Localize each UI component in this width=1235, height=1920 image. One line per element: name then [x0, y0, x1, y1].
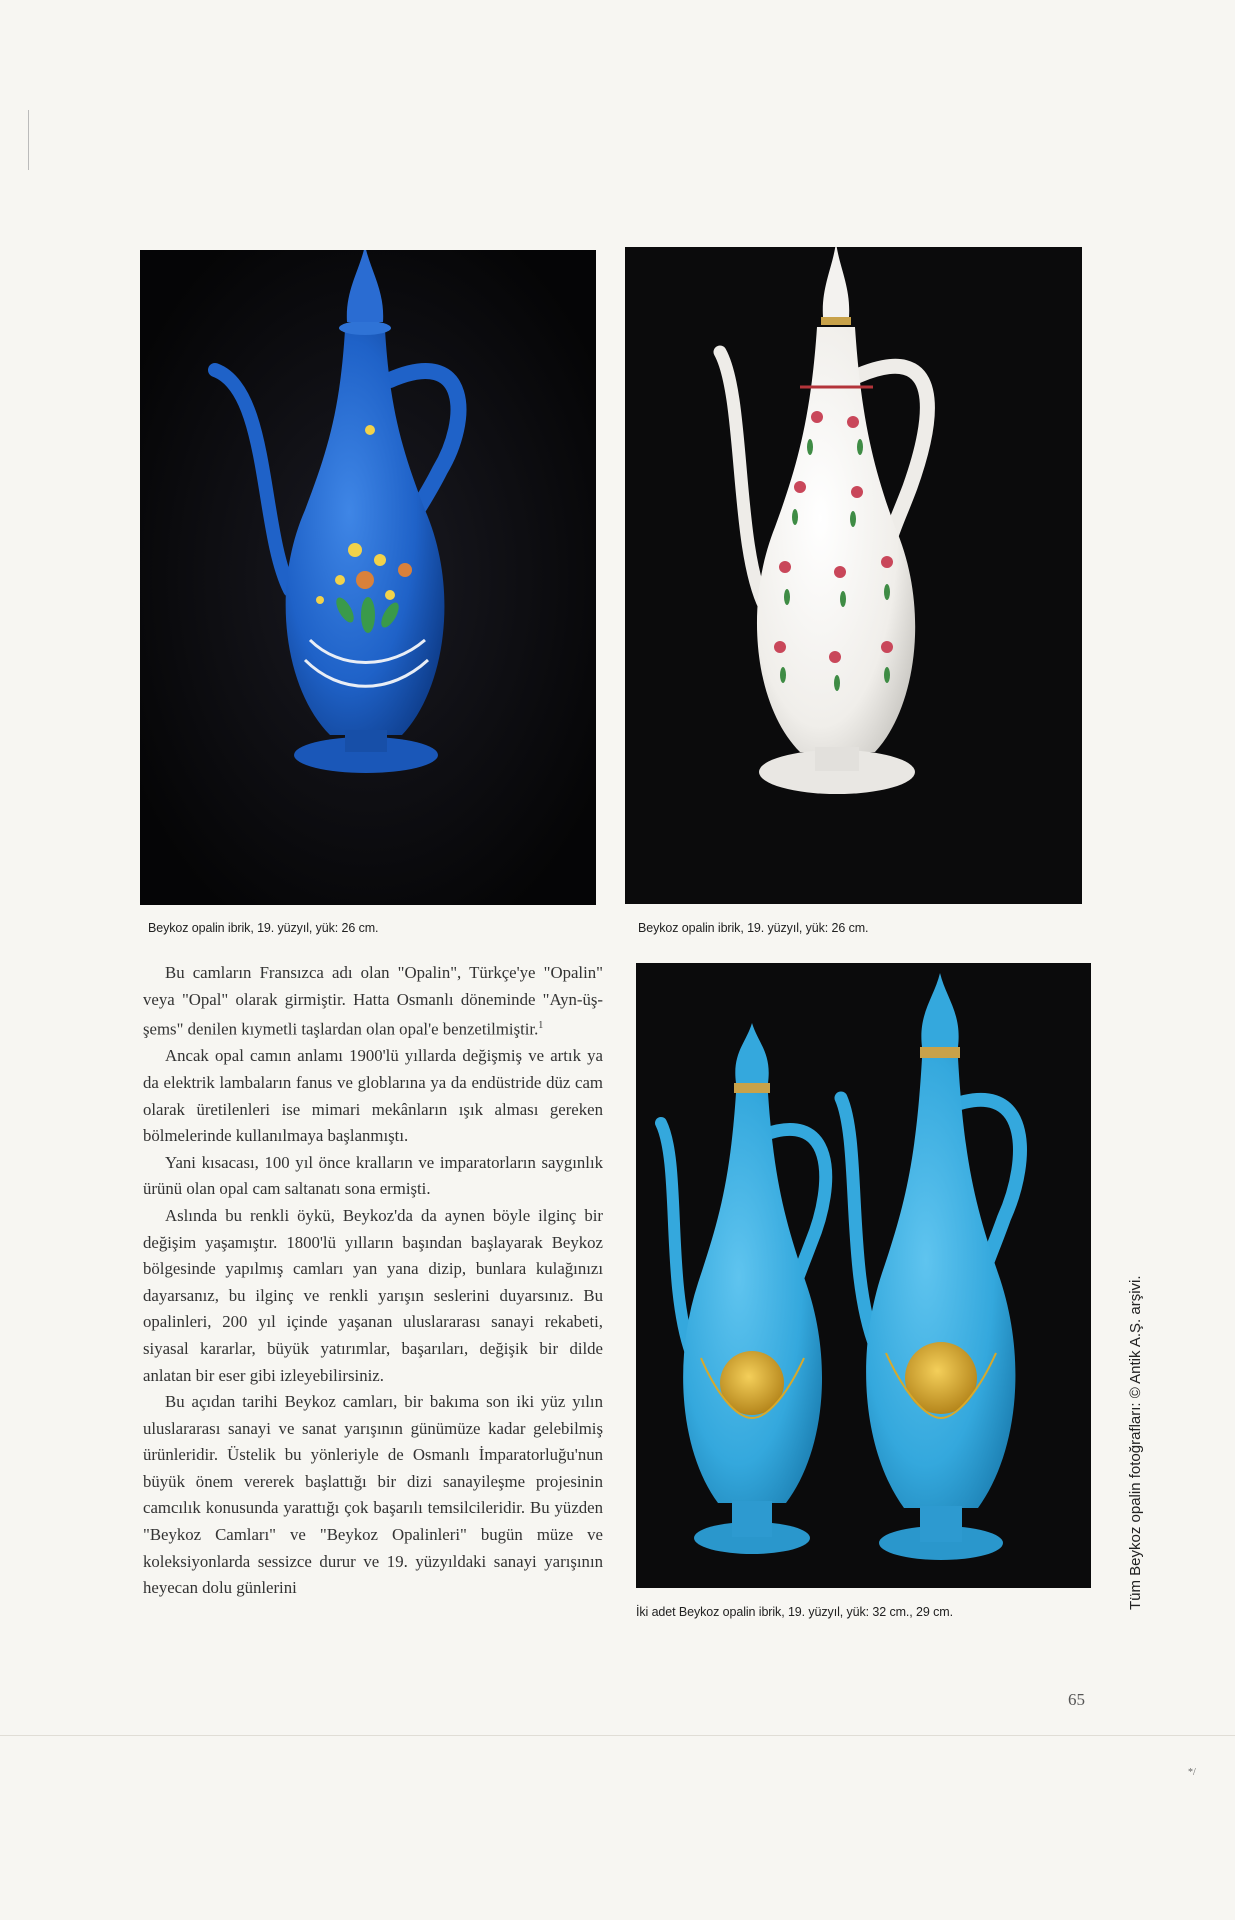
paragraph-5: Bu açıdan tarihi Beykoz camları, bir bakıma son iki yüz yılın uluslararası sanayi ve sanat yarışının günümüze kadar gelebilmiş ürünleridir. Üstelik bu yönleriyle de Osmanlı İmparatorluğu'nun büyük önem vererek başlattığı bir dizi sanayileşme projesinin camcılık konusunda yarattığı çok başarılı temsilcileridir. Bu yüzden "Beykoz Camları" ve "Beykoz Opalinleri" bugün müze ve koleksiyonlarda sessizce durur ve 19. yüzyıldaki sanayi yarışının heyecan dolu günlerini: [143, 1392, 603, 1598]
page-number: 65: [1068, 1690, 1085, 1709]
paragraph-1-text: Bu camların Fransızca adı olan "Opalin", Türkçe'ye "Opalin" veya "Opal" olarak girmiştir. Hatta Osmanlı döneminde "Ayn-üş-şems" denilen kıymetli taşlardan olan opal'e benzetilmiştir.: [143, 963, 603, 1039]
bottom-rule: [0, 1735, 1235, 1736]
page-edge-mark: [28, 110, 29, 170]
photo-blue-ewer: [140, 250, 596, 905]
white-ewer-illustration: [625, 247, 1082, 904]
footnote-ref: 1: [538, 1020, 544, 1032]
paragraph-3: Yani kısacası, 100 yıl önce kralların ve imparatorların saygınlık ürünü olan opal cam saltanatı sona ermişti.: [143, 1152, 603, 1199]
article-body: [143, 960, 603, 1602]
caption-photo-3: İki adet Beykoz opalin ibrik, 19. yüzyıl, yük: 32 cm., 29 cm.: [636, 1605, 953, 1619]
caption-photo-2: Beykoz opalin ibrik, 19. yüzyıl, yük: 26 cm.: [638, 921, 869, 935]
photo-white-ewer: [625, 247, 1082, 904]
corner-mark: */: [1188, 1767, 1196, 1778]
paragraph-1: [143, 960, 603, 1043]
photo-turquoise-ewers: [636, 963, 1091, 1588]
turquoise-ewers-illustration: [636, 963, 1091, 1588]
caption-photo-1: Beykoz opalin ibrik, 19. yüzyıl, yük: 26 cm.: [148, 921, 379, 935]
blue-ewer-illustration: [140, 250, 596, 905]
photo-credit-text: Tüm Beykoz opalin fotoğrafları: © Antik A.Ş. arşivi.: [1127, 1275, 1144, 1610]
paragraph-2: Ancak opal camın anlamı 1900'lü yıllarda değişmiş ve artık ya da elektrik lambaların fanus ve globlarına ya da endüstride düz cam olarak üretilenleri ise mimari mekânların ışık alması gereken bölmelerinde kullanılmaya başlanmıştı.: [143, 1046, 603, 1146]
paragraph-4: Aslında bu renkli öykü, Beykoz'da da aynen böyle ilginç bir değişim yaşamıştır. 1800'lü yılların başından başlayarak Beykoz bölgesinde yapılmış camları yan yana dizip, bunlara kulağınızı dayarsanız, bu ilginç ve renkli yarışın seslerini duyarsınız. Bu opalinleri, 200 yıl içinde yaşanan uluslararası sanayi rekabeti, siyasal kararlar, büyük yatırımlar, başarıları, değişik bir dilde anlatan bir eser gibi izleyebilirsiniz.: [143, 1205, 603, 1385]
photo-credit: [1127, 1275, 1144, 1611]
